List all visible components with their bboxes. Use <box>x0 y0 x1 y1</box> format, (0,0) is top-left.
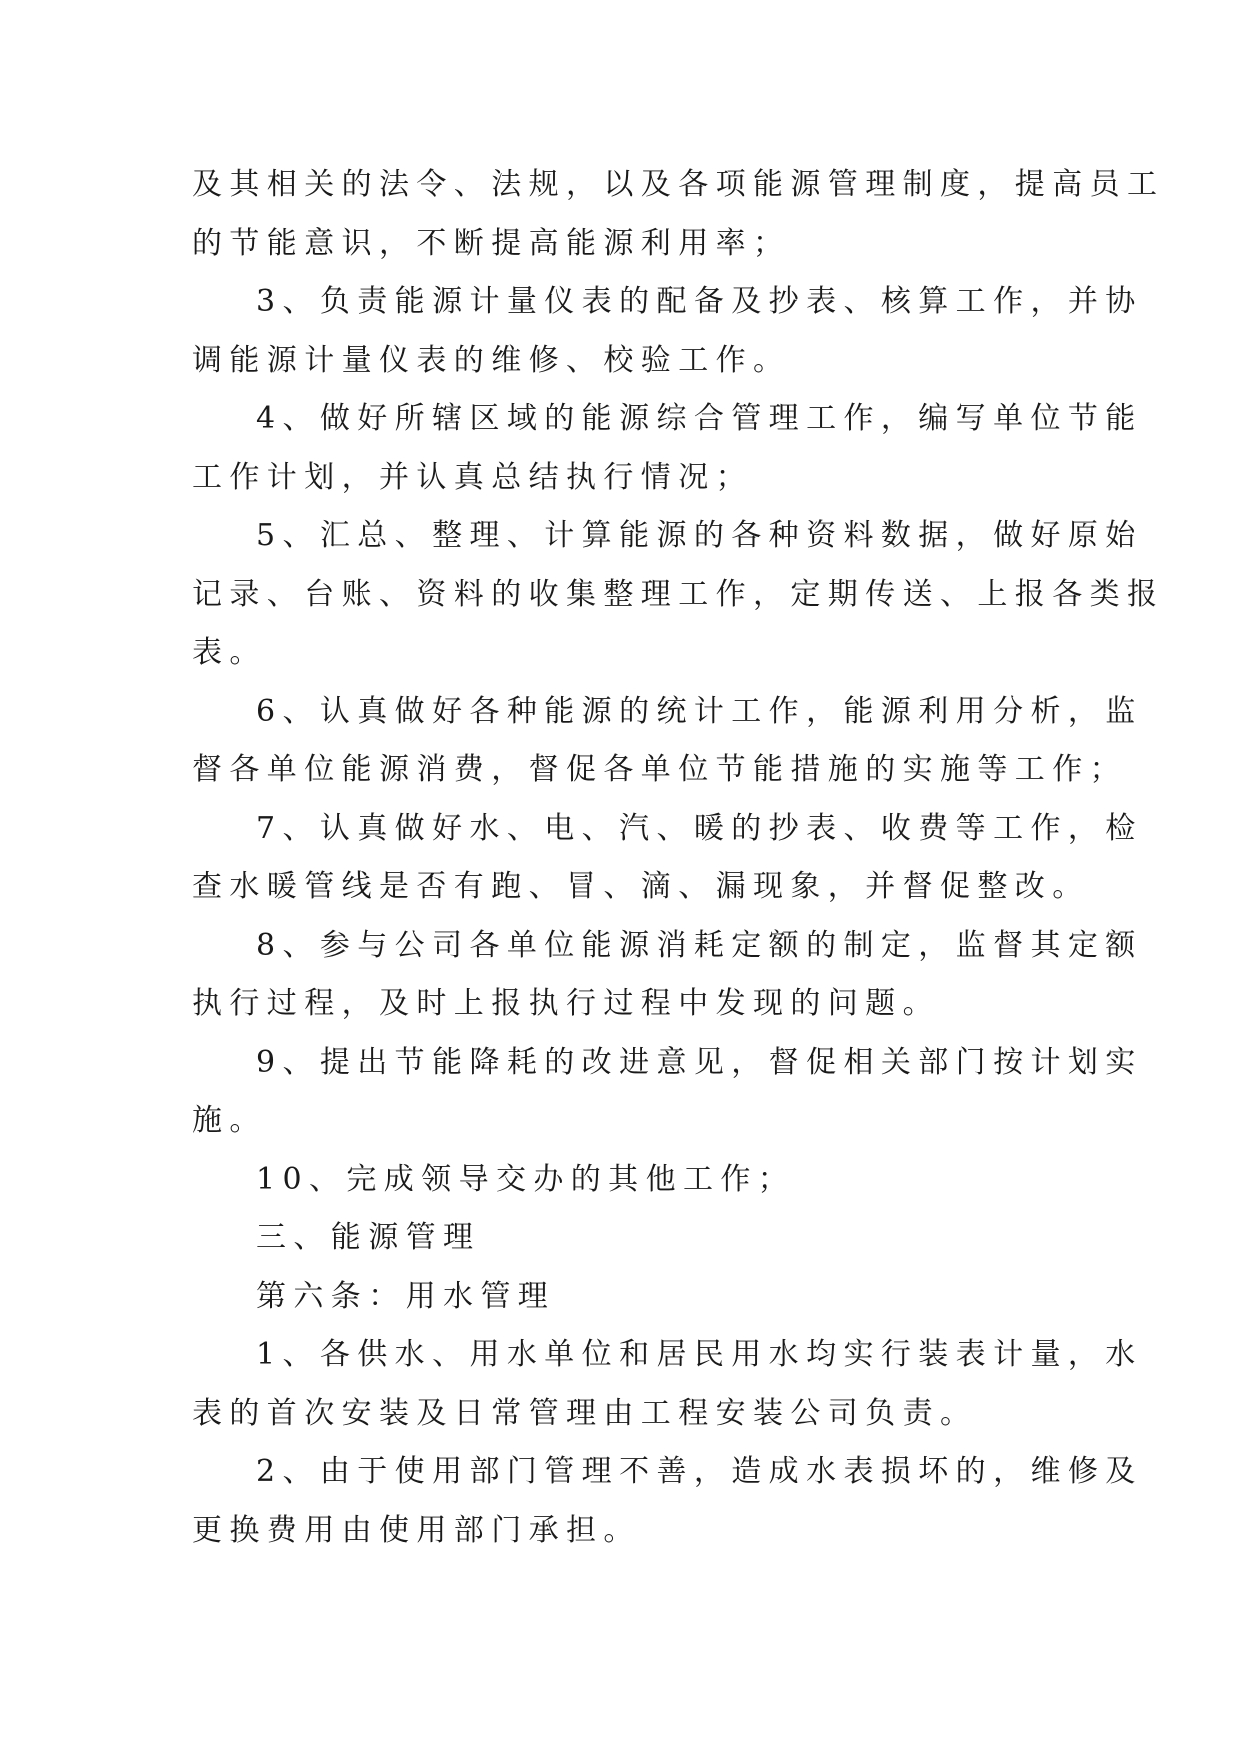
text-line: 查水暖管线是否有跑、冒、滴、漏现象，并督促整改。 <box>192 869 1090 904</box>
text-line: 工作计划，并认真总结执行情况； <box>192 459 753 495</box>
text-line: 三、能源管理 <box>256 1220 481 1255</box>
text-line: 第六条：用水管理 <box>256 1278 556 1314</box>
text-line: 调能源计量仪表的维修、校验工作。 <box>192 342 791 378</box>
text-line: 6、认真做好各种能源的统计工作，能源利用分析，监 <box>256 693 1143 729</box>
text-line: 4、做好所辖区域的能源综合管理工作，编写单位节能 <box>256 401 1143 436</box>
text-line: 执行过程，及时上报执行过程中发现的问题。 <box>192 986 940 1021</box>
text-line: 施。 <box>192 1103 267 1138</box>
text-line: 8、参与公司各单位能源消耗定额的制定，监督其定额 <box>256 927 1143 963</box>
text-line: 的节能意识，不断提高能源利用率； <box>192 225 791 261</box>
text-line: 及其相关的法令、法规，以及各项能源管理制度，提高员工 <box>192 167 1165 202</box>
text-line: 7、认真做好水、电、汽、暖的抄表、收费等工作，检 <box>256 810 1143 846</box>
text-line: 9、提出节能降耗的改进意见，督促相关部门按计划实 <box>256 1044 1143 1080</box>
document-body <box>192 156 1165 1560</box>
text-line: 表。 <box>192 635 267 670</box>
text-line: 3、负责能源计量仪表的配备及抄表、核算工作，并协 <box>256 284 1143 319</box>
text-line: 1、各供水、用水单位和居民用水均实行装表计量，水 <box>256 1337 1143 1372</box>
text-line: 表的首次安装及日常管理由工程安装公司负责。 <box>192 1395 978 1431</box>
text-line: 10、完成领导交办的其他工作； <box>256 1161 796 1197</box>
text-line: 更换费用由使用部门承担。 <box>192 1512 641 1548</box>
text-line: 记录、台账、资料的收集整理工作，定期传送、上报各类报 <box>192 576 1165 612</box>
text-line: 5、汇总、整理、计算能源的各种资料数据，做好原始 <box>256 518 1143 553</box>
text-line: 2、由于使用部门管理不善，造成水表损坏的，维修及 <box>256 1454 1143 1489</box>
text-line: 督各单位能源消费，督促各单位节能措施的实施等工作； <box>192 752 1127 787</box>
